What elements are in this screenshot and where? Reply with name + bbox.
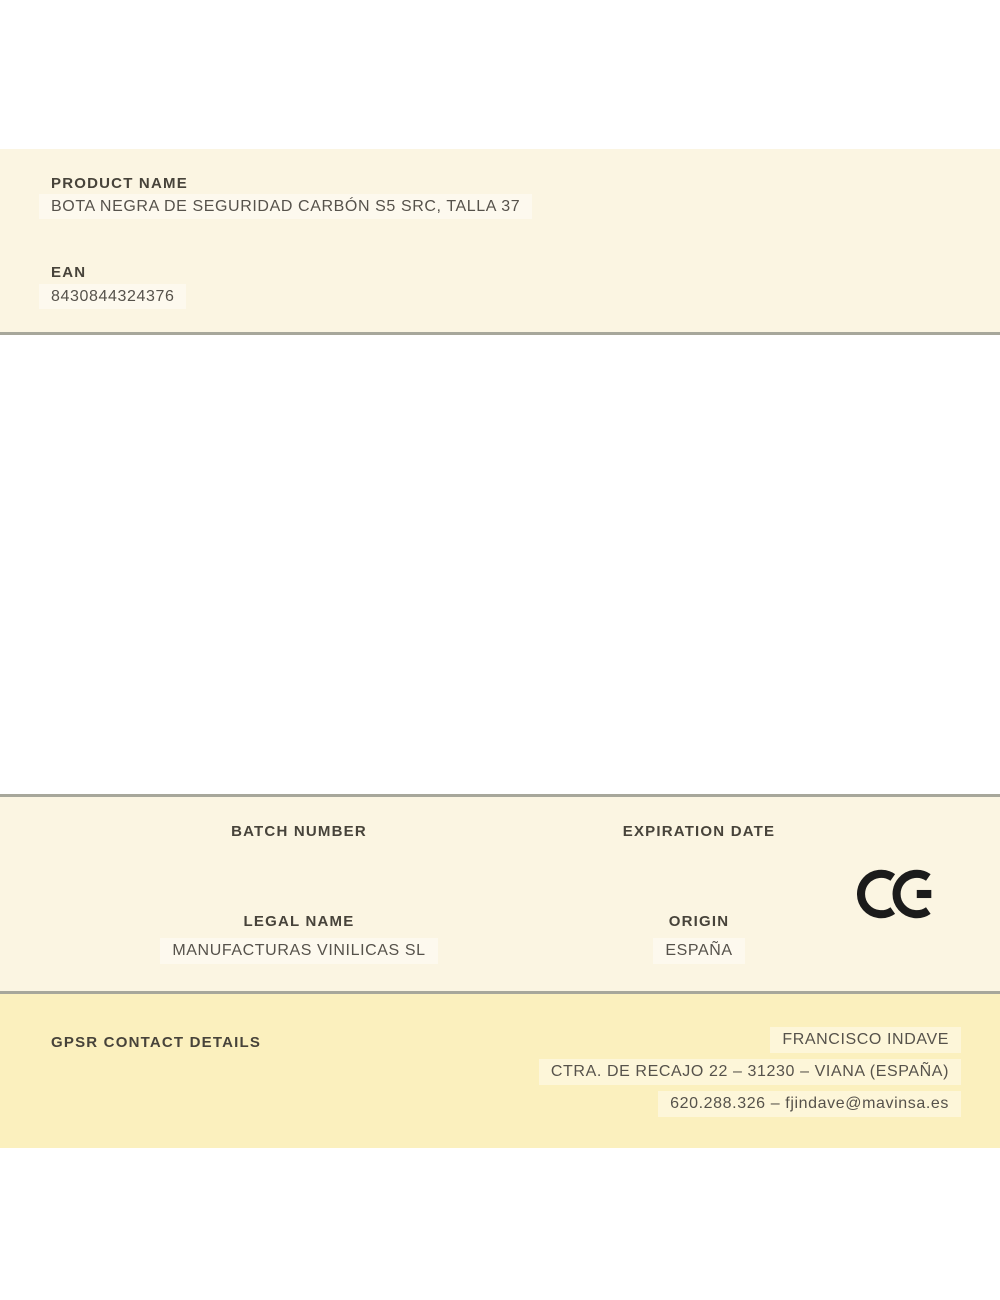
ce-mark-icon [857,863,941,925]
gpsr-section [0,994,1000,1148]
gpsr-contact-name [539,1027,961,1053]
product-name-label: PRODUCT NAME [51,175,188,192]
expiration-date-label: EXPIRATION DATE [622,823,776,840]
gpsr-contact-phone-email [539,1091,961,1117]
gpsr-contact-label: GPSR CONTACT DETAILS [51,1034,262,1051]
origin-label: ORIGIN [668,913,730,930]
gpsr-contact-name-text: FRANCISCO INDAVE [770,1027,961,1053]
gpsr-contact-address-text: CTRA. DE RECAJO 22 – 31230 – VIANA (ESPAÑA) [539,1059,961,1085]
batch-number-label: BATCH NUMBER [231,823,367,840]
product-name-text: BOTA NEGRA DE SEGURIDAD CARBÓN S5 SRC, TALLA 37 [39,194,532,219]
product-name-value [39,198,532,216]
left-column [99,797,499,991]
gpsr-contact-address [539,1059,961,1085]
gpsr-contact-block [539,1027,961,1123]
origin-value [499,938,899,964]
ean-text: 8430844324376 [39,284,186,309]
gpsr-contact-phone-email-text: 620.288.326 – fjindave@mavinsa.es [658,1091,961,1117]
ean-value [39,288,186,306]
product-info-section [0,149,1000,335]
ce-letter-c [861,874,893,914]
legal-name-text: MANUFACTURAS VINILICAS SL [160,938,437,964]
legal-name-value [99,938,499,964]
ean-label: EAN [51,264,87,281]
legal-name-label: LEGAL NAME [243,913,355,930]
batch-legal-section [0,794,1000,994]
origin-text: ESPAÑA [653,938,744,964]
right-column [499,797,899,991]
